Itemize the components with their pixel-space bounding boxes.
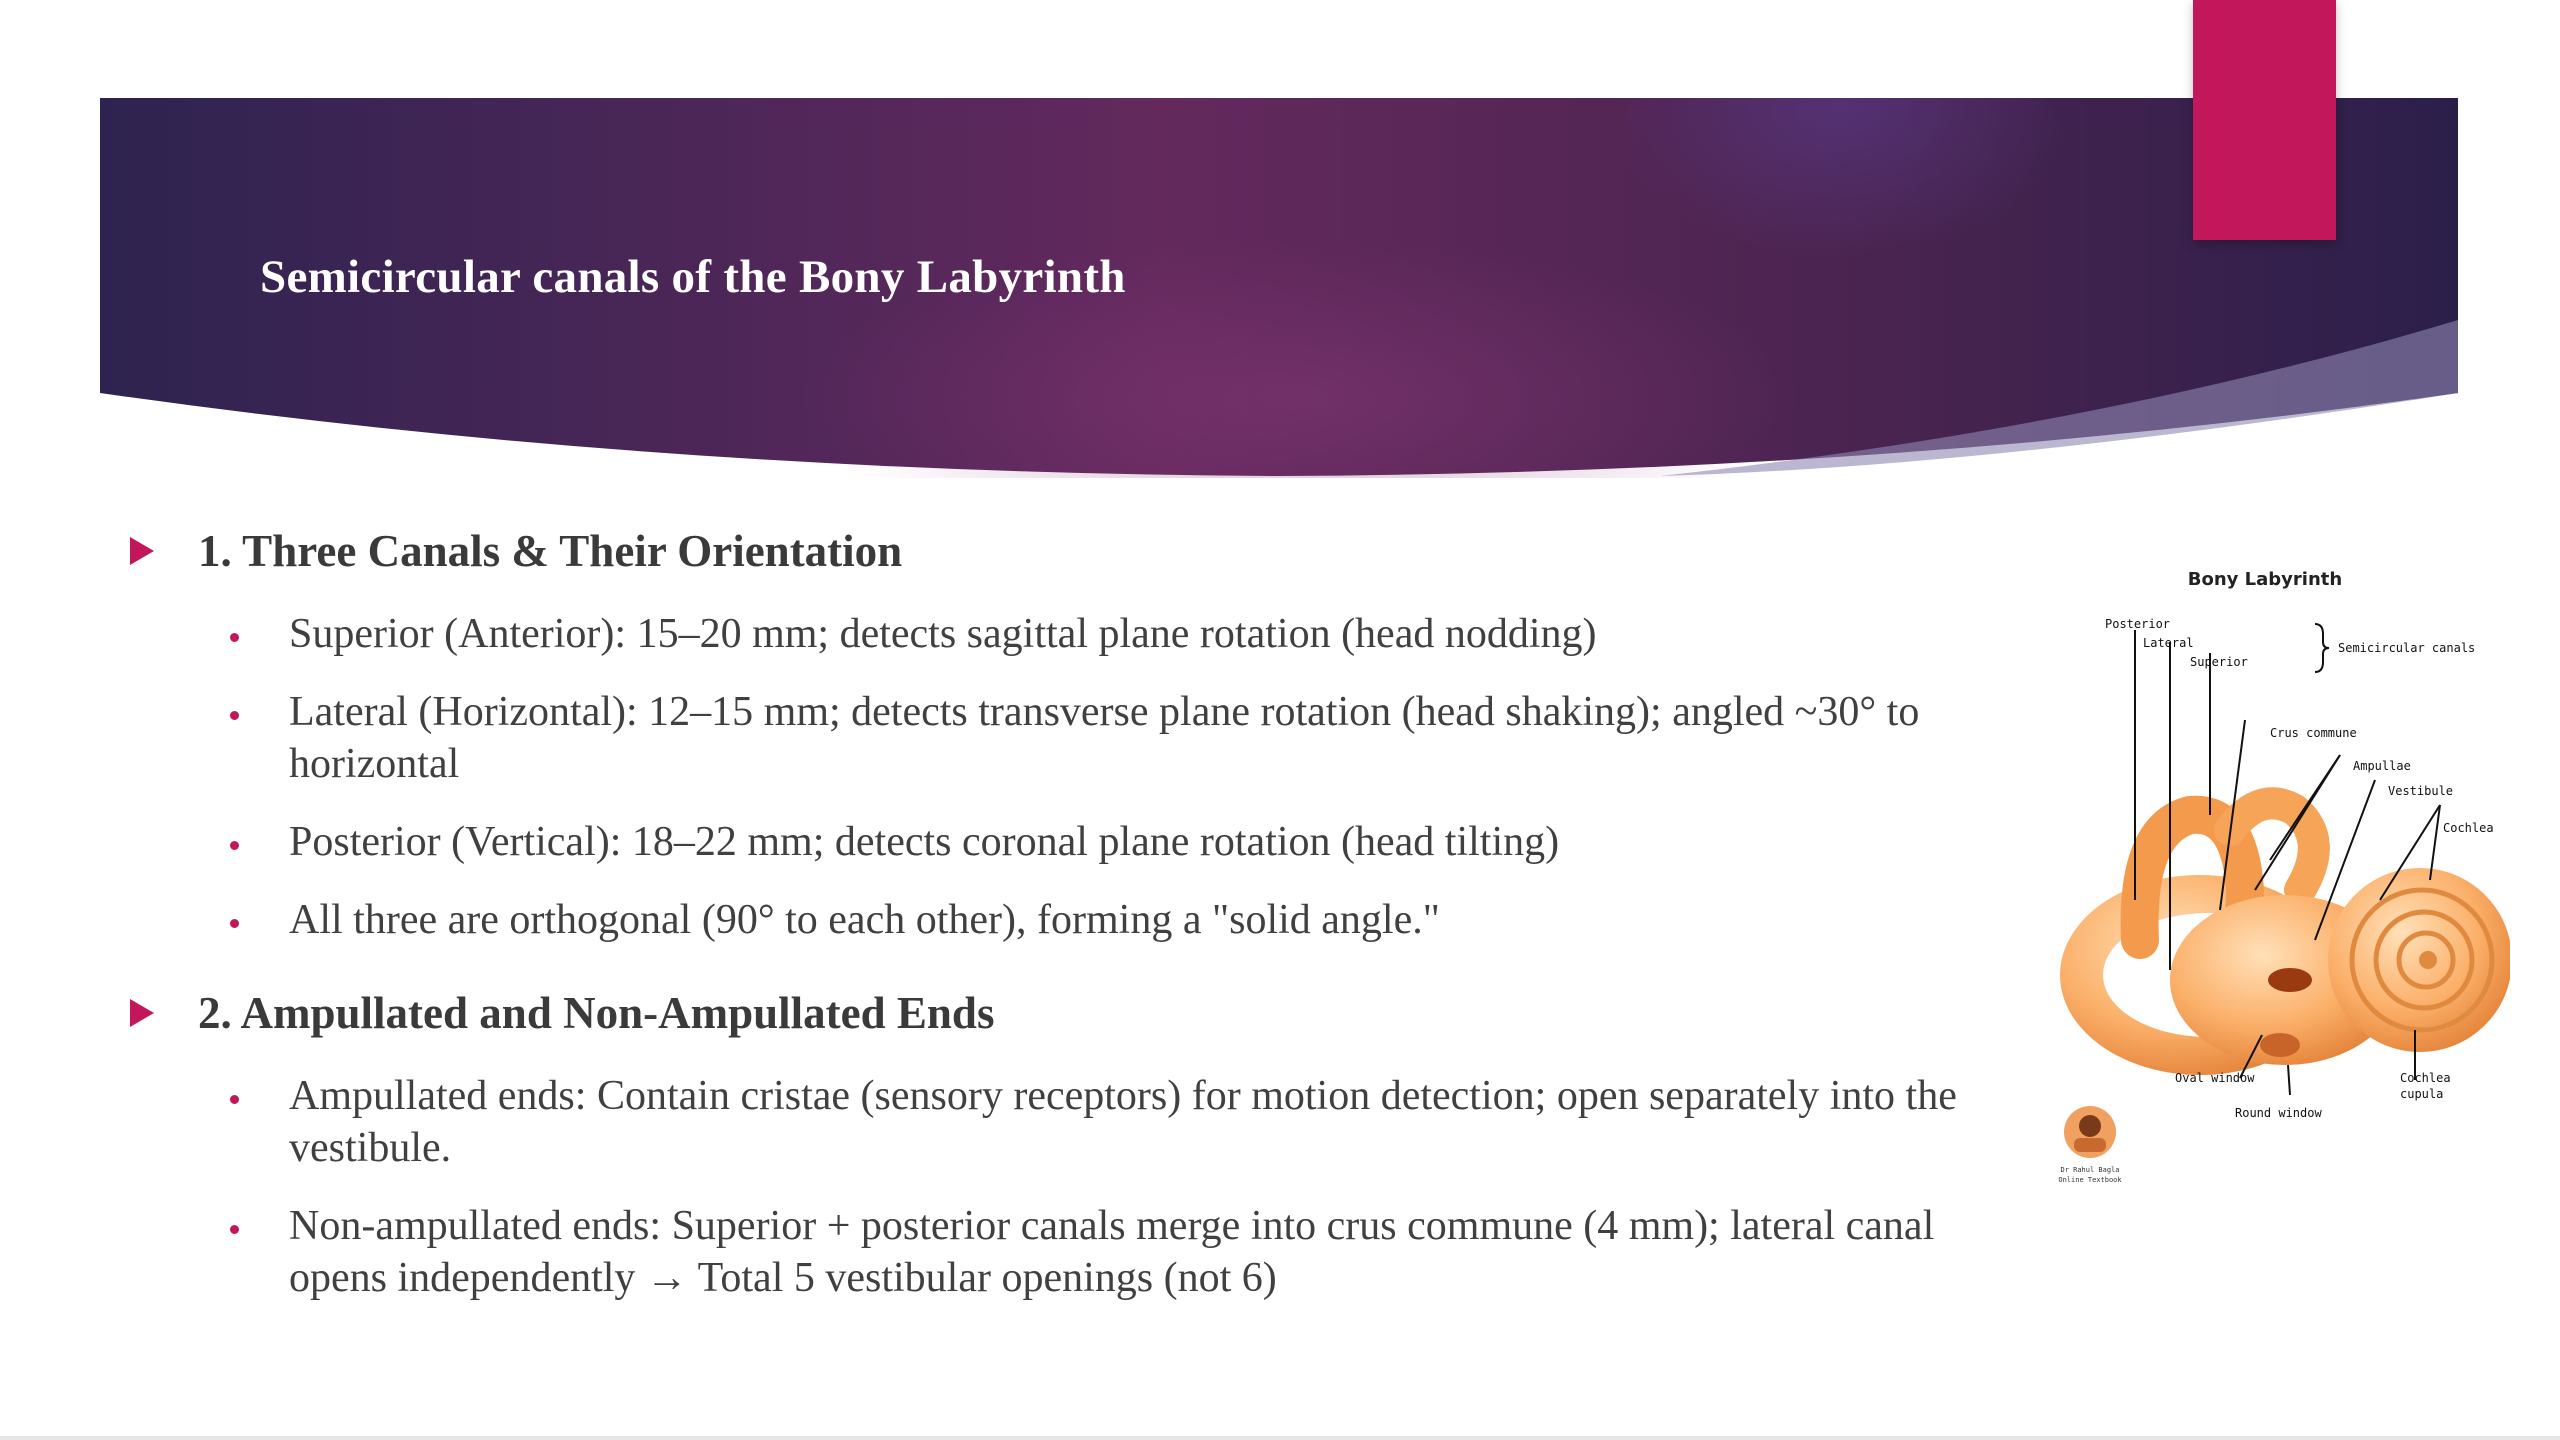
label-posterior: Posterior bbox=[2105, 617, 2171, 631]
figure-title: Bony Labyrinth bbox=[2187, 569, 2343, 590]
label-cochlea-cupula-2: cupula bbox=[2400, 1087, 2444, 1101]
label-lateral: Lateral bbox=[2143, 636, 2194, 650]
section-2 bbox=[130, 982, 2010, 1304]
dot-bullet-icon bbox=[230, 841, 239, 850]
slide-content bbox=[130, 520, 2010, 1330]
bullet-text: Lateral (Horizontal): 12–15 mm; detects transverse plane rotation (head shaking); angled ~30° to horizontal bbox=[289, 689, 1920, 787]
bullet-text: Ampullated ends: Contain cristae (sensory receptors) for motion detection; open separately into the vestibule. bbox=[289, 1073, 1957, 1171]
slide-title: Semicircular canals of the Bony Labyrinth bbox=[260, 251, 1126, 303]
logo-text-2: Online Textbook bbox=[2058, 1176, 2122, 1184]
bullet-text: Non-ampullated ends: Superior + posterior canals merge into crus commune (4 mm); lateral canal opens independently → Total 5 vestibular openings (not 6) bbox=[289, 1203, 1935, 1301]
label-oval-window: Oval window bbox=[2175, 1071, 2255, 1085]
bullet-text: All three are orthogonal (90° to each other), forming a "solid angle." bbox=[289, 897, 1440, 943]
section-heading-text: 2. Ampullated and Non-Ampullated Ends bbox=[198, 988, 995, 1038]
dot-bullet-icon bbox=[230, 919, 239, 928]
label-ampullae: Ampullae bbox=[2353, 759, 2411, 773]
label-superior: Superior bbox=[2190, 655, 2248, 669]
section-heading bbox=[130, 520, 2010, 582]
label-cochlea-cupula-1: Cochlea bbox=[2400, 1071, 2451, 1085]
label-cochlea: Cochlea bbox=[2443, 821, 2494, 835]
accent-tab bbox=[2193, 0, 2336, 240]
bullet-item bbox=[230, 816, 2010, 868]
bullet-item bbox=[230, 1070, 2010, 1174]
label-semicircular-canals: Semicircular canals bbox=[2338, 641, 2476, 655]
label-vestibule: Vestibule bbox=[2388, 784, 2454, 798]
logo-text-1: Dr Rahul Bagla bbox=[2060, 1166, 2120, 1174]
label-round-window: Round window bbox=[2235, 1106, 2322, 1120]
bottom-edge bbox=[0, 1436, 2560, 1440]
author-logo bbox=[2058, 1106, 2122, 1184]
triangle-bullet-icon bbox=[130, 537, 154, 565]
bullet-text: Superior (Anterior): 15–20 mm; detects sagittal plane rotation (head nodding) bbox=[289, 611, 1597, 657]
dot-bullet-icon bbox=[230, 1095, 239, 1104]
dot-bullet-icon bbox=[230, 711, 239, 720]
bullet-item bbox=[230, 894, 2010, 946]
section-1 bbox=[130, 520, 2010, 946]
section-heading-text: 1. Three Canals & Their Orientation bbox=[198, 526, 903, 576]
bony-labyrinth-figure bbox=[2030, 560, 2510, 1200]
label-crus-commune: Crus commune bbox=[2270, 726, 2357, 740]
dot-bullet-icon bbox=[230, 633, 239, 642]
bullet-item bbox=[230, 686, 2010, 790]
bullet-text: Posterior (Vertical): 18–22 mm; detects coronal plane rotation (head tilting) bbox=[289, 819, 1560, 865]
triangle-bullet-icon bbox=[130, 999, 154, 1027]
dot-bullet-icon bbox=[230, 1225, 239, 1234]
bullet-item bbox=[230, 1200, 2010, 1304]
bullet-item bbox=[230, 608, 2010, 660]
section-heading bbox=[130, 982, 2010, 1044]
